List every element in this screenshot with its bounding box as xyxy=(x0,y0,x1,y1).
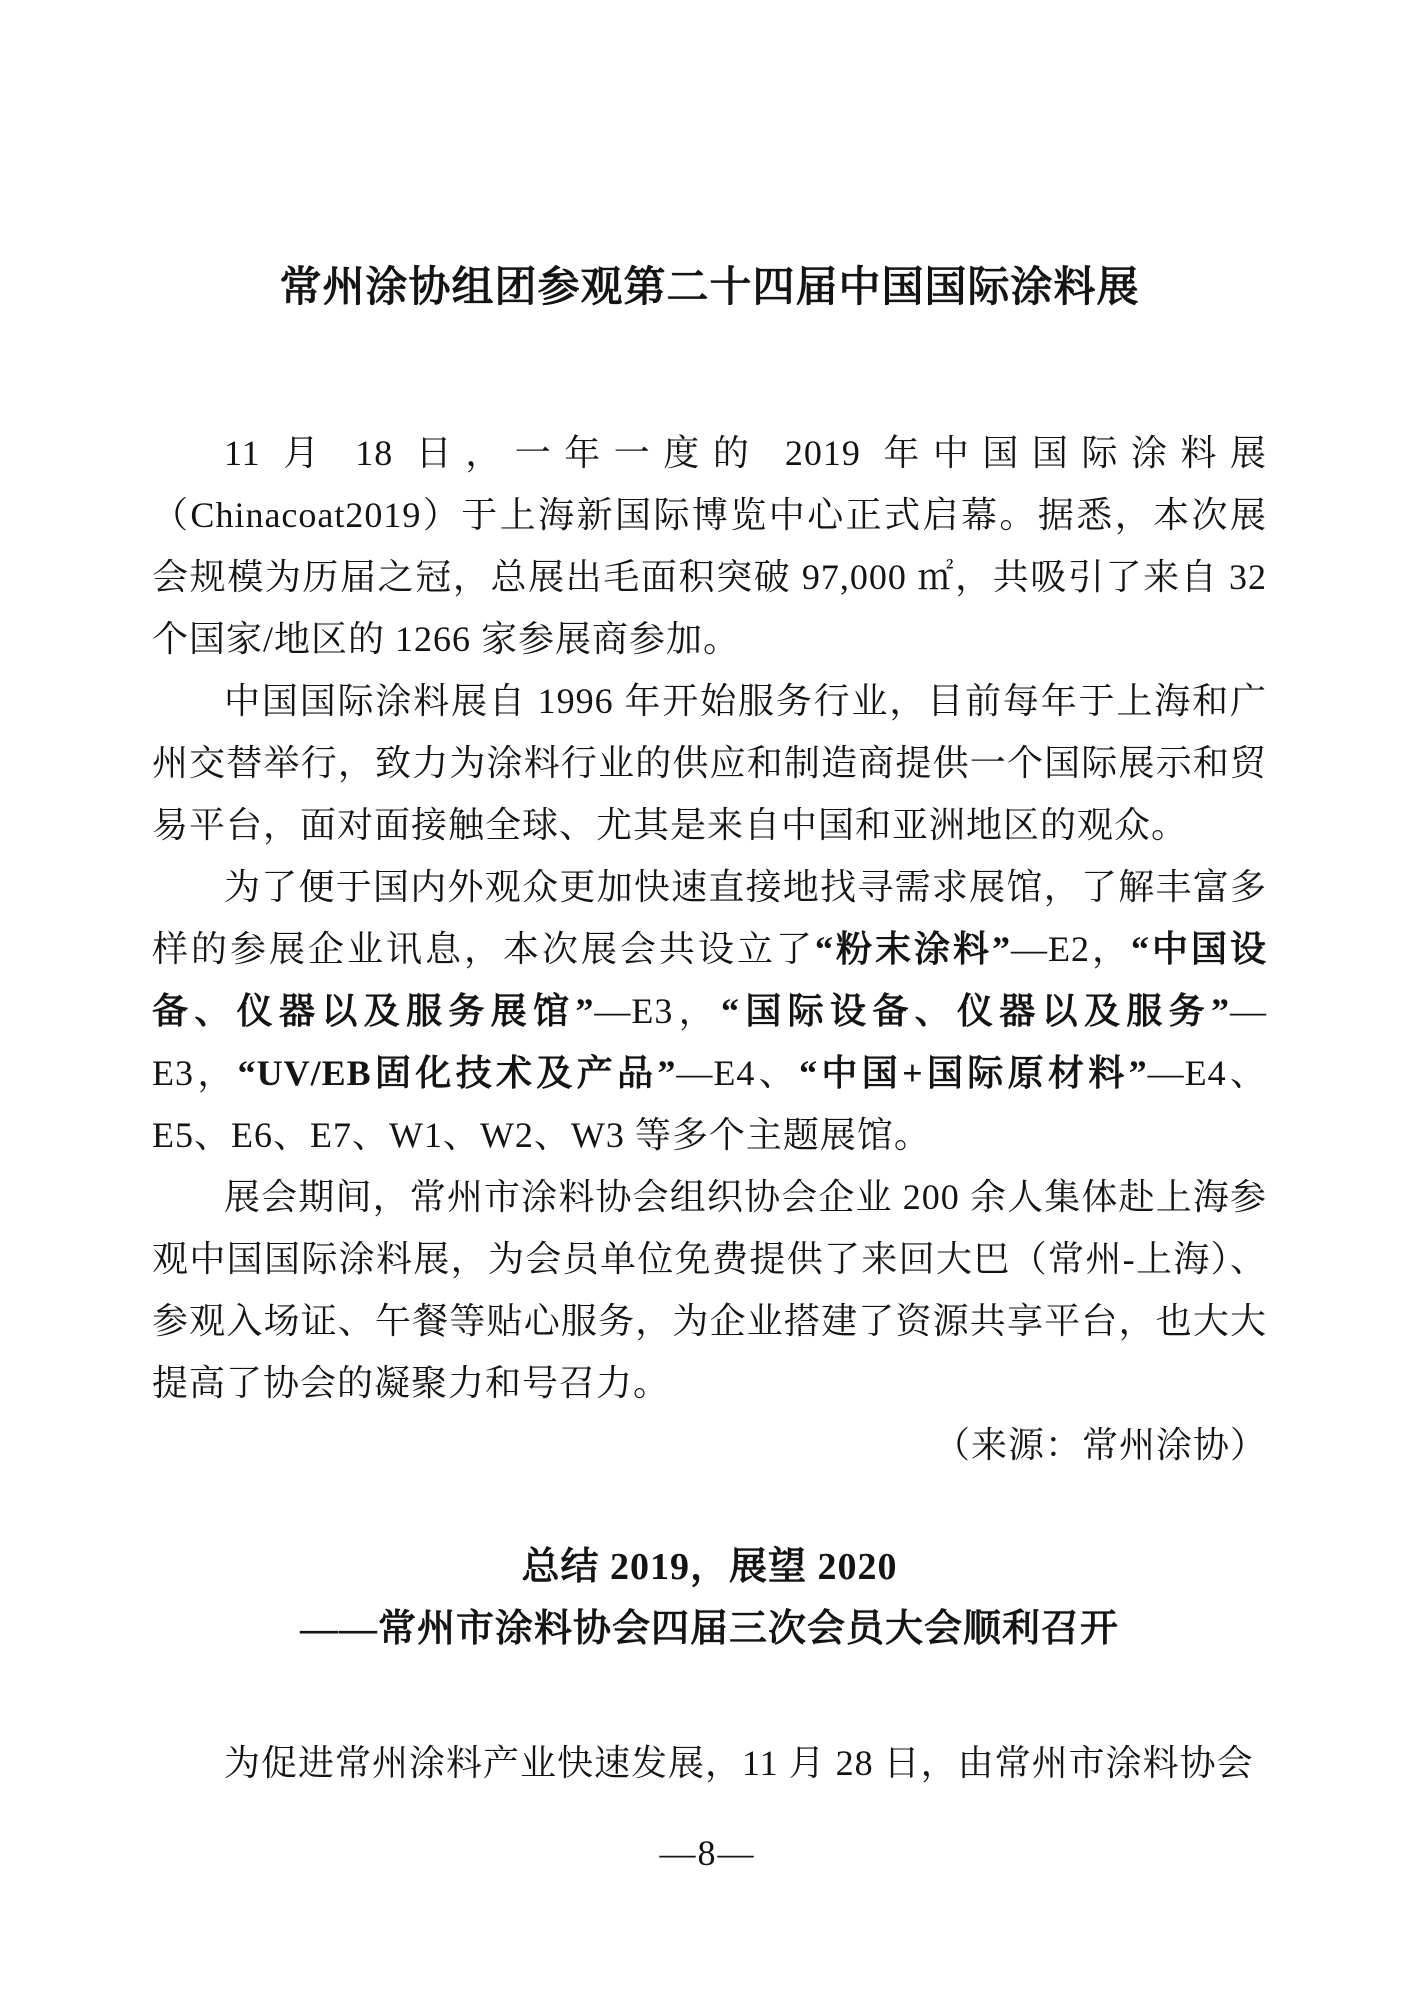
exhibit-hall-name: “中国+国际原材料” xyxy=(799,1053,1148,1093)
article2-title xyxy=(152,1536,1267,1660)
paragraph-text: —E4、E5、E6、E7、W1、W2、W3 等多个主题展馆。 xyxy=(152,1053,1267,1155)
page-number: —8— xyxy=(659,1833,756,1873)
article1-paragraph-2: 中国国际涂料展自 1996 年开始服务行业，目前每年于上海和广州交替举行，致力为涂料行业的供应和制造商提供一个国际展示和贸易平台，面对面接触全球、尤其是来自中国和亚洲地区的观众。 xyxy=(152,681,1267,845)
article2-title-line1: 总结 2019，展望 2020 xyxy=(521,1546,898,1588)
article1-paragraph-4: 展会期间，常州市涂料协会组织协会企业 200 余人集体赴上海参观中国国际涂料展，为会员单位免费提供了来回大巴（常州-上海）、参观入场证、午餐等贴心服务，为企业搭建了资源共享平台，也大大提高了协会的凝聚力和号召力。 xyxy=(152,1177,1267,1403)
paragraph-text: —E4、 xyxy=(676,1053,800,1093)
exhibit-hall-name: “国际设备、仪器以及服务” xyxy=(720,991,1230,1031)
article2-paragraph-1: 为促进常州涂料产业快速发展，11 月 28 日，由常州市涂料协会 xyxy=(224,1743,1254,1783)
paragraph-text: —E2， xyxy=(1010,929,1131,969)
paragraph-text: 为了便于国内外观众更加快速直接地找寻需求展馆，了解丰富多样的参展企业讯息，本次展会共设立了 xyxy=(152,867,1267,969)
article1-source-attribution: （来源：常州涂协） xyxy=(933,1425,1267,1465)
article2-title-line2: ——常州市涂料协会四届三次会员大会顺利召开 xyxy=(299,1608,1119,1650)
article1-paragraph-3 xyxy=(152,856,1267,1166)
paragraph-text: —E3， xyxy=(152,991,1267,1093)
exhibit-hall-name: “粉末涂料” xyxy=(814,929,1011,969)
article1-title: 常州涂协组团参观第二十四届中国国际涂料展 xyxy=(279,265,1140,311)
exhibit-hall-name: “UV/EB固化技术及产品” xyxy=(237,1053,677,1093)
exhibit-hall-name: “中国设备、仪器以及服务展馆” xyxy=(152,929,1267,1031)
article1-paragraph-1: 11 月 18 日，一年一度的 2019 年中国国际涂料展（Chinacoat2019）于上海新国际博览中心正式启幕。据悉，本次展会规模为历届之冠，总展出毛面积突破 97,000 ㎡，共吸引了来自 32 个国家/地区的 1266 家参展商参加。 xyxy=(152,433,1267,659)
paragraph-text: —E3， xyxy=(594,991,721,1031)
